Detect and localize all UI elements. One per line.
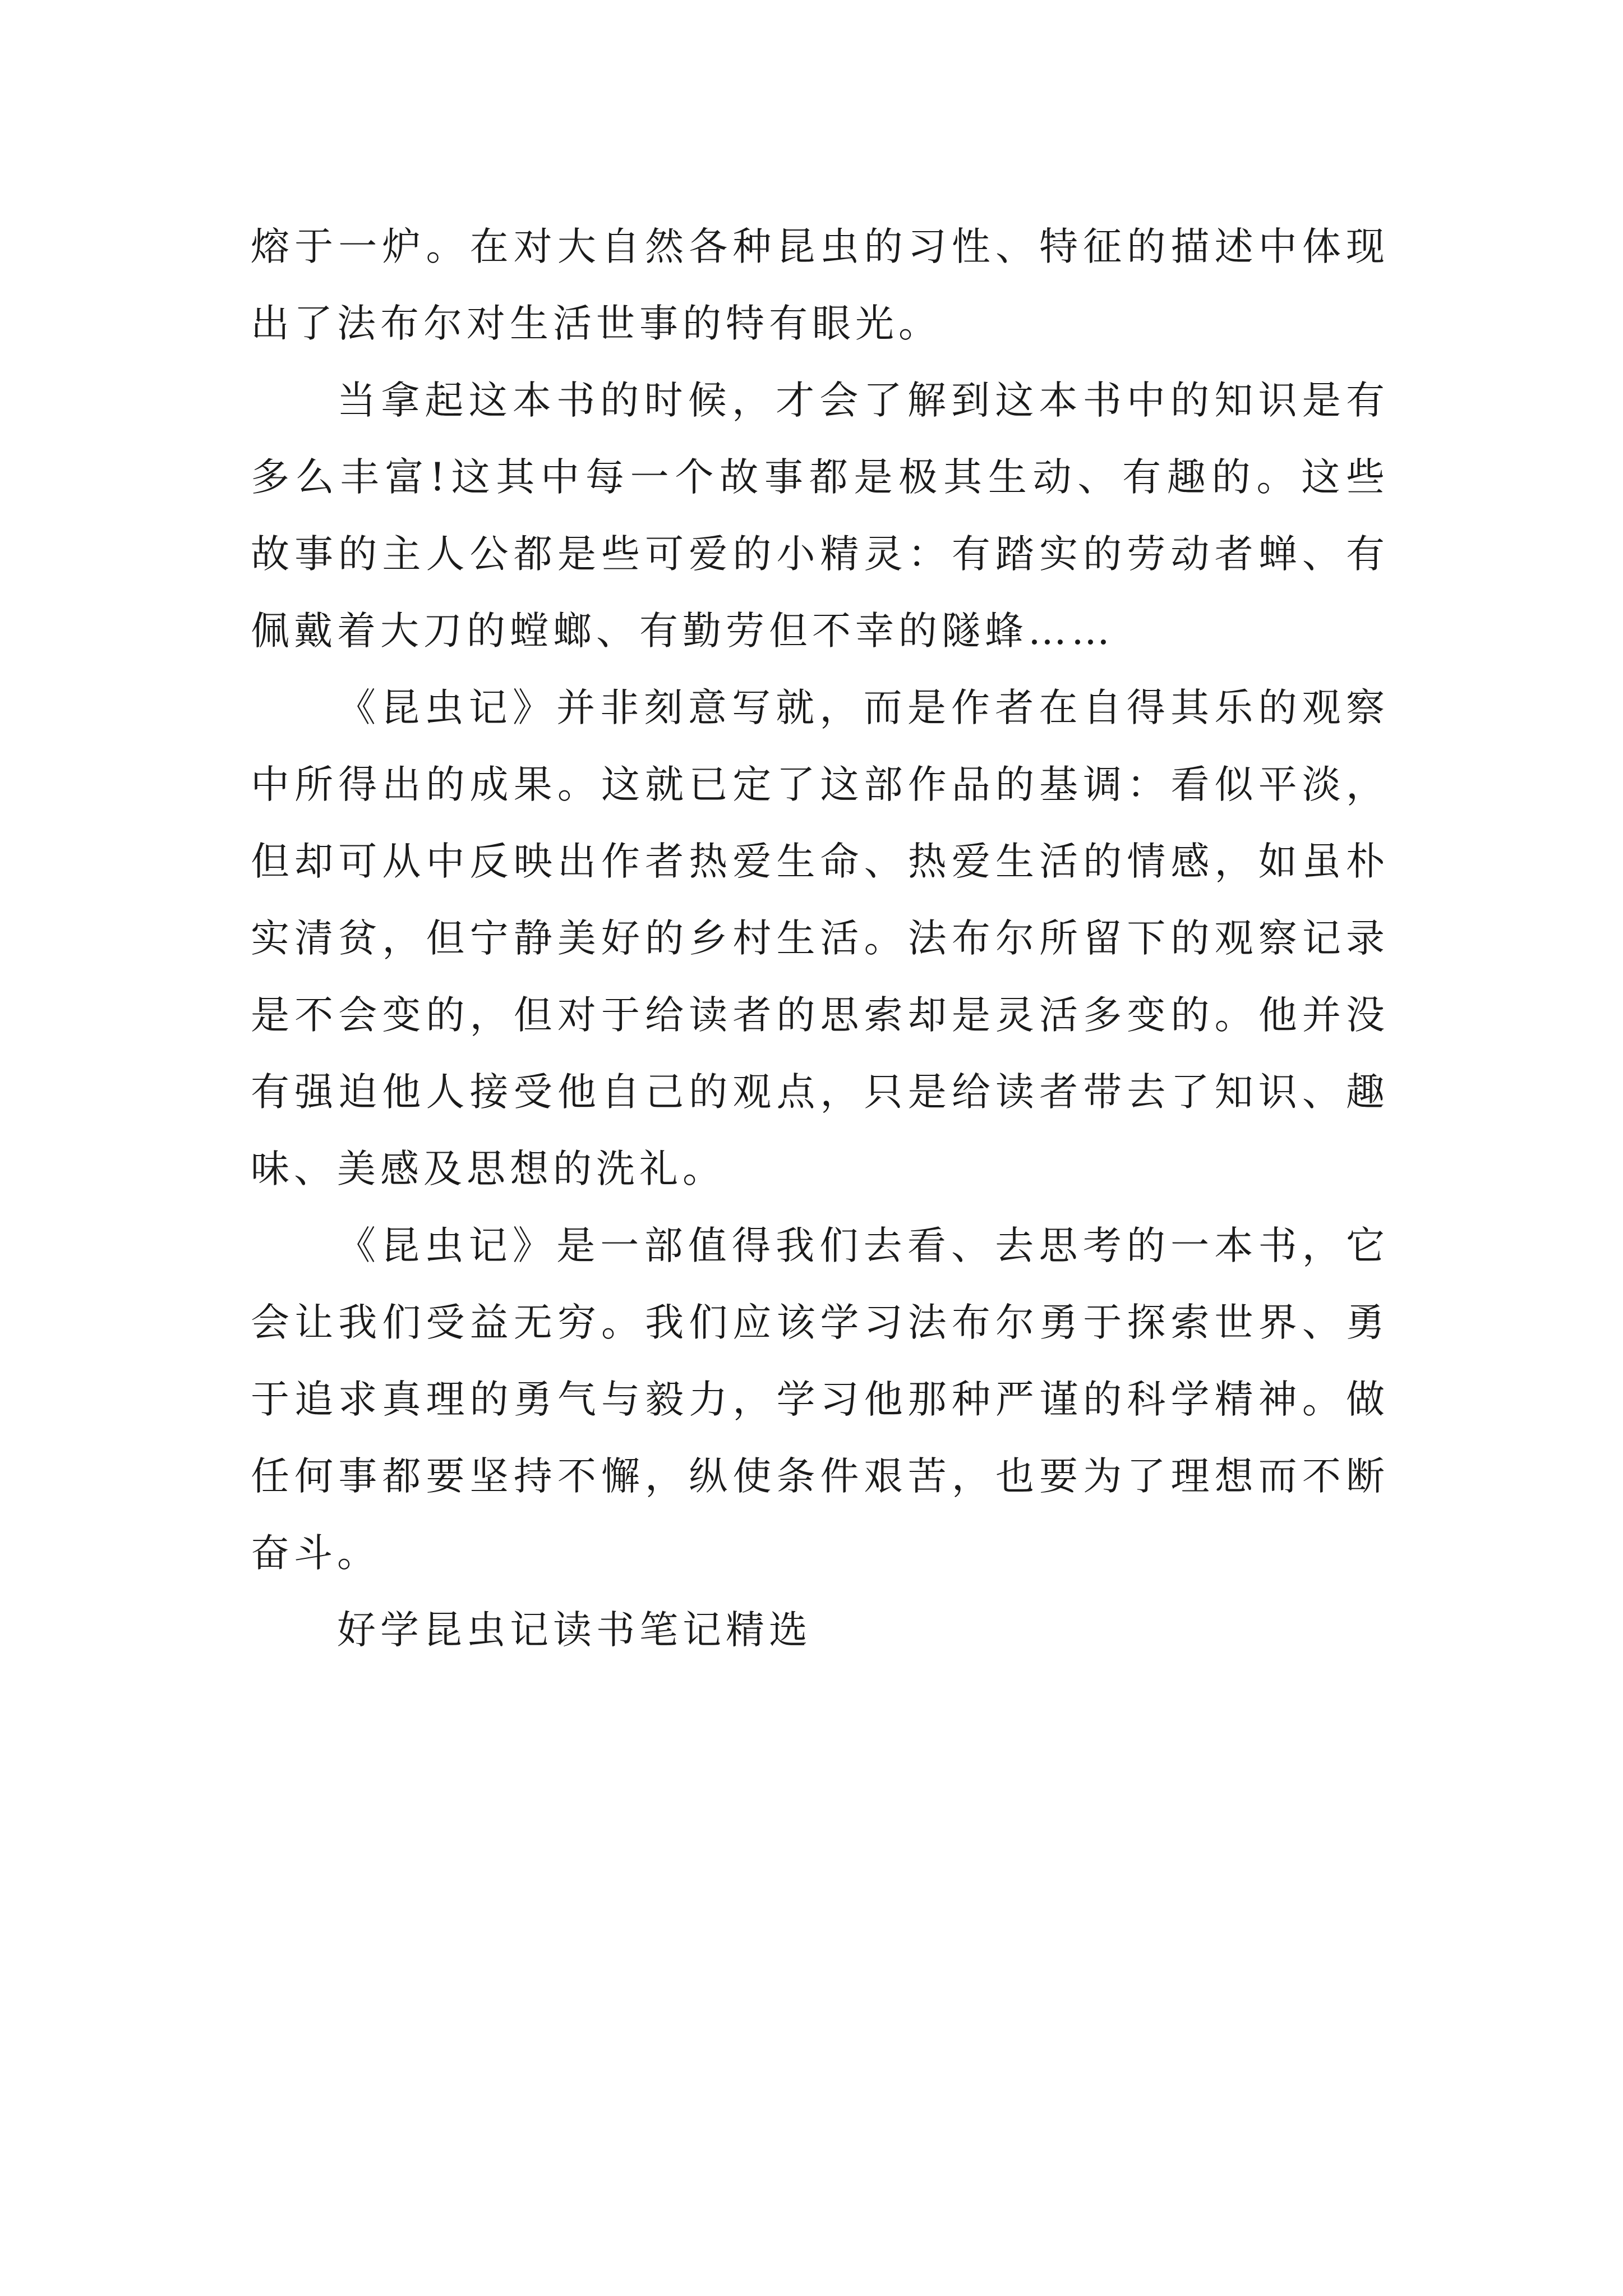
paragraph-observation: 《昆虫记》并非刻意写就，而是作者在自得其乐的观察中所得出的成果。这就已定了这部作品的基调：看似平淡，但却可从中反映出作者热爱生命、热爱生活的情感，如虽朴实清贫，但宁静美好的乡村生活。法布尔所留下的观察记录是不会变的，但对于给读者的思索却是灵活多变的。他并没有强迫他人接受他自己的观点，只是给读者带去了知识、趣味、美感及思想的洗礼。	[251, 685, 1389, 1191]
paragraph-book-knowledge: 当拿起这本书的时候，才会了解到这本书中的知识是有多么丰富!这其中每一个故事都是极其生动、有趣的。这些故事的主人公都是些可爱的小精灵：有踏实的劳动者蝉、有佩戴着大刀的螳螂、有勤劳但不幸的隧蜂……	[251, 378, 1389, 654]
closing-title-line: 好学昆虫记读书笔记精选	[337, 1608, 812, 1653]
paragraph-conclusion: 《昆虫记》是一部值得我们去看、去思考的一本书，它会让我们受益无穷。我们应该学习法布尔勇于探索世界、勇于追求真理的勇气与毅力，学习他那种严谨的科学精神。做任何事都要坚持不懈，纵使条件艰苦，也要为了理想而不断奋斗。	[251, 1223, 1389, 1576]
paragraph-continuation: 熔于一炉。在对大自然各种昆虫的习性、特征的描述中体现出了法布尔对生活世事的特有眼光。	[251, 224, 1389, 346]
document-body	[251, 209, 1389, 1669]
